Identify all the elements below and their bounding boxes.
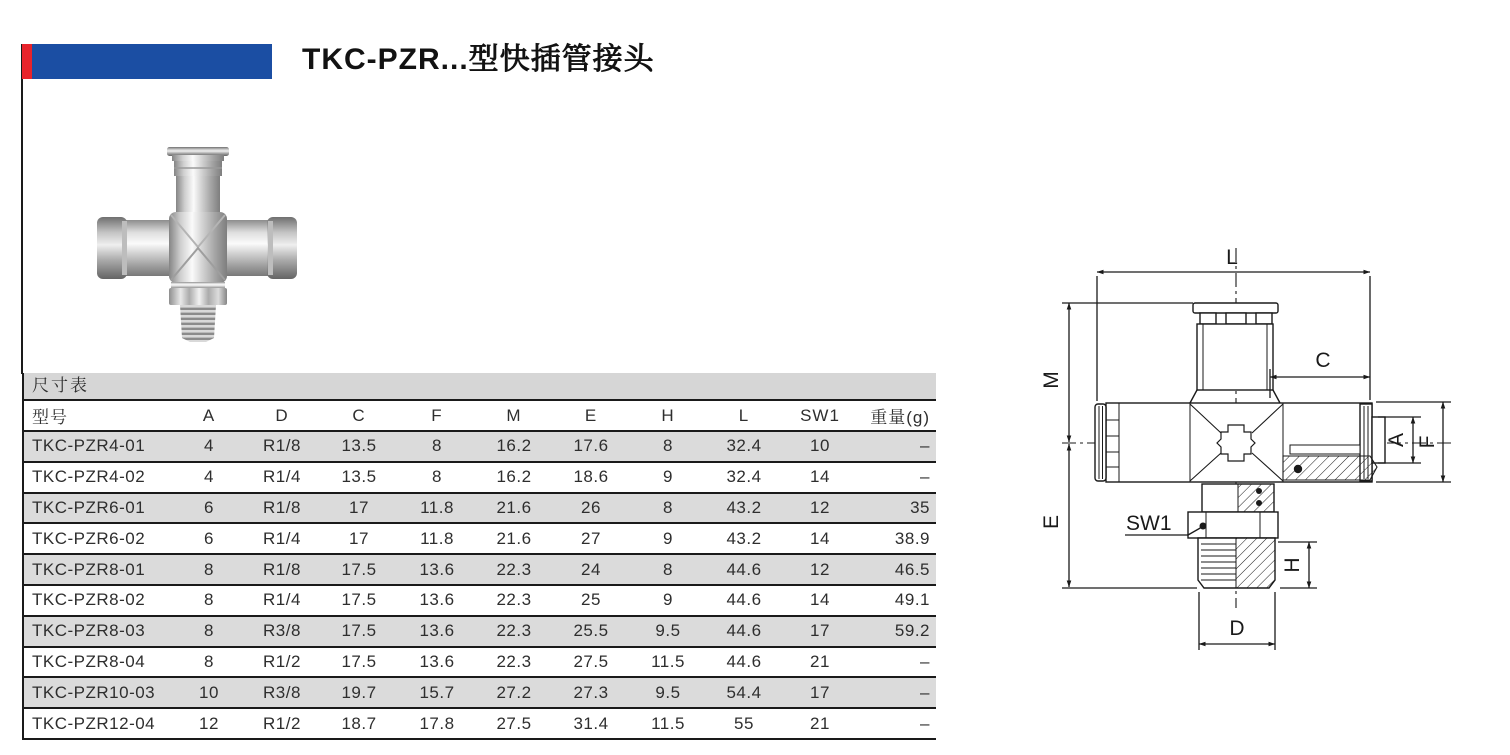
value-cell: 17.8 [398,708,476,739]
value-cell: 27.5 [476,708,552,739]
column-header: H [630,401,706,431]
value-cell: R3/8 [244,616,320,647]
value-cell: 16.2 [476,462,552,493]
model-cell: TKC-PZR6-02 [24,523,174,554]
value-cell: 9 [630,462,706,493]
column-header: C [320,401,398,431]
model-cell: TKC-PZR6-01 [24,493,174,524]
model-cell: TKC-PZR10-03 [24,677,174,708]
value-cell: 13.6 [398,554,476,585]
value-cell: 24 [552,554,630,585]
value-cell: 10 [174,677,244,708]
value-cell: 44.6 [706,554,782,585]
value-cell: 4 [174,462,244,493]
value-cell: 8 [630,431,706,462]
value-cell: 8 [630,493,706,524]
table-row [24,677,936,708]
value-cell: 54.4 [706,677,782,708]
column-header: M [476,401,552,431]
value-cell: 13.6 [398,616,476,647]
left-edge-rule [21,44,23,374]
value-cell: 18.7 [320,708,398,739]
value-cell: – [858,708,936,739]
value-cell: 44.6 [706,585,782,616]
value-cell: 9 [630,523,706,554]
value-cell: 59.2 [858,616,936,647]
value-cell: 16.2 [476,431,552,462]
dimension-table-grid [24,401,936,740]
dimension-table [22,373,936,740]
photo-top-cap [167,147,229,156]
value-cell: 44.6 [706,616,782,647]
model-cell: TKC-PZR12-04 [24,708,174,739]
column-header: F [398,401,476,431]
value-cell: 11.5 [630,708,706,739]
table-row [24,493,936,524]
dim-label-h: H [1281,557,1304,573]
value-cell: 13.6 [398,647,476,678]
table-row [24,523,936,554]
model-cell: TKC-PZR4-01 [24,431,174,462]
column-header: 型号 [24,401,174,431]
product-photo [95,145,300,345]
table-row [24,616,936,647]
value-cell: 31.4 [552,708,630,739]
value-cell: R1/2 [244,647,320,678]
value-cell: 17 [320,523,398,554]
value-cell: 43.2 [706,493,782,524]
value-cell: 11.8 [398,493,476,524]
value-cell: 8 [174,616,244,647]
dim-label-l: L [1226,246,1238,269]
value-cell: 32.4 [706,462,782,493]
value-cell: 17.5 [320,554,398,585]
value-cell: R1/8 [244,493,320,524]
value-cell: R3/8 [244,677,320,708]
table-header-row [24,401,936,431]
value-cell: 10 [782,431,858,462]
value-cell: 27.2 [476,677,552,708]
dimension-table-body [24,431,936,739]
value-cell: – [858,462,936,493]
value-cell: 18.6 [552,462,630,493]
value-cell: 43.2 [706,523,782,554]
table-row [24,431,936,462]
model-cell: TKC-PZR8-03 [24,616,174,647]
value-cell: 32.4 [706,431,782,462]
value-cell: R1/4 [244,585,320,616]
value-cell: 44.6 [706,647,782,678]
technical-drawing-image [1040,240,1510,660]
value-cell: 6 [174,523,244,554]
value-cell: 17.5 [320,616,398,647]
value-cell: 22.3 [476,616,552,647]
dim-label-a: A [1385,432,1408,448]
value-cell: 13.6 [398,585,476,616]
value-cell: R1/4 [244,523,320,554]
dim-label-d: D [1229,617,1245,640]
value-cell: 8 [630,554,706,585]
value-cell: 27.5 [552,647,630,678]
dim-label-m: M [1040,371,1063,389]
model-cell: TKC-PZR8-02 [24,585,174,616]
value-cell: 14 [782,585,858,616]
value-cell: 8 [174,585,244,616]
value-cell: 21.6 [476,493,552,524]
dim-label-c: C [1315,349,1331,372]
value-cell: 4 [174,431,244,462]
value-cell: R1/4 [244,462,320,493]
product-photo-image [95,145,300,345]
table-row [24,585,936,616]
model-cell: TKC-PZR8-01 [24,554,174,585]
o-ring-dot [1294,465,1302,473]
value-cell: 22.3 [476,554,552,585]
value-cell: 13.5 [320,431,398,462]
value-cell: R1/2 [244,708,320,739]
dim-label-f: F [1416,435,1439,449]
value-cell: 25 [552,585,630,616]
value-cell: 8 [398,462,476,493]
value-cell: 14 [782,523,858,554]
value-cell: R1/8 [244,431,320,462]
column-header: SW1 [782,401,858,431]
header-blue-bar [32,44,272,79]
value-cell: 8 [398,431,476,462]
value-cell: 22.3 [476,647,552,678]
value-cell: 8 [174,554,244,585]
value-cell: – [858,647,936,678]
column-header: D [244,401,320,431]
value-cell: 9.5 [630,677,706,708]
value-cell: 12 [174,708,244,739]
sw1-leader-dot [1200,523,1207,530]
header-red-accent [22,44,32,79]
value-cell: 21 [782,647,858,678]
value-cell: 25.5 [552,616,630,647]
photo-thread-stud [180,305,216,342]
value-cell: 17 [320,493,398,524]
value-cell: R1/8 [244,554,320,585]
table-row [24,708,936,739]
value-cell: 8 [174,647,244,678]
table-caption: 尺寸表 [24,373,936,401]
table-row [24,462,936,493]
value-cell: 12 [782,493,858,524]
column-header: 重量(g) [858,401,936,431]
dim-label-e: E [1040,514,1063,530]
photo-hex-nut [169,288,227,305]
technical-drawing [1040,240,1510,660]
value-cell: – [858,431,936,462]
value-cell: 26 [552,493,630,524]
value-cell: 9 [630,585,706,616]
value-cell: 21 [782,708,858,739]
value-cell: 49.1 [858,585,936,616]
value-cell: 17 [782,677,858,708]
model-cell: TKC-PZR4-02 [24,462,174,493]
value-cell: 46.5 [858,554,936,585]
value-cell: 35 [858,493,936,524]
value-cell: 38.9 [858,523,936,554]
value-cell: 22.3 [476,585,552,616]
model-cell: TKC-PZR8-04 [24,647,174,678]
column-header: E [552,401,630,431]
value-cell: 27.3 [552,677,630,708]
value-cell: – [858,677,936,708]
value-cell: 17.6 [552,431,630,462]
table-row [24,647,936,678]
value-cell: 11.8 [398,523,476,554]
value-cell: 21.6 [476,523,552,554]
value-cell: 17 [782,616,858,647]
value-cell: 19.7 [320,677,398,708]
column-header: A [174,401,244,431]
value-cell: 9.5 [630,616,706,647]
column-header: L [706,401,782,431]
fitting-outline [1095,303,1385,588]
value-cell: 11.5 [630,647,706,678]
value-cell: 27 [552,523,630,554]
dim-label-sw1: SW1 [1126,512,1172,535]
value-cell: 14 [782,462,858,493]
value-cell: 17.5 [320,585,398,616]
value-cell: 6 [174,493,244,524]
value-cell: 15.7 [398,677,476,708]
value-cell: 13.5 [320,462,398,493]
value-cell: 12 [782,554,858,585]
value-cell: 55 [706,708,782,739]
value-cell: 17.5 [320,647,398,678]
table-row [24,554,936,585]
page-title: TKC-PZR...型快插管接头 [302,43,655,76]
